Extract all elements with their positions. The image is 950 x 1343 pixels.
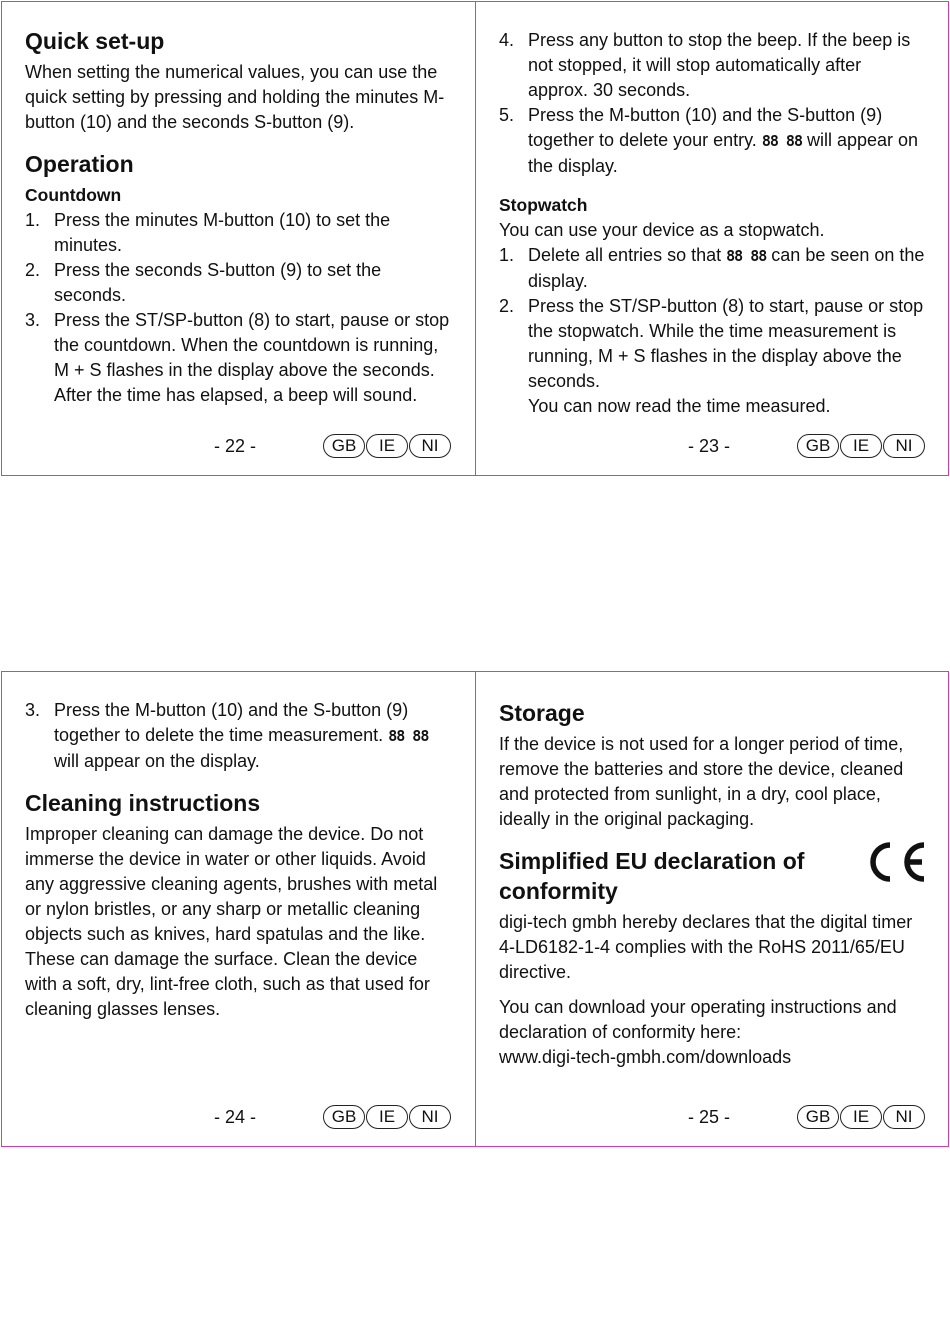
page-number: - 25 - <box>688 1107 731 1127</box>
cleaning-text: Improper cleaning can damage the device. Do not immerse the device in water or other liquids. Avoid any aggressive cleaning agents, brushes with metal or nylon bristles, or any sharp or metallic cleaning objects such as knives, hard spatulas and the like. These can damage the surface. Clean the device with a soft, dry, lint-free cloth, such as that used for cleaning glasses lenses. <box>25 824 438 1019</box>
download-url: www.digi-tech-gmbh.com/downloads <box>499 1047 792 1067</box>
list-item: 5. Press the M-button (10) and the S-button (9) together to delete your entry. 88 88 will appear on the display. <box>499 105 919 176</box>
eu-declaration-text: digi-tech gmbh hereby declares that the digital timer 4-LD6182-1-4 complies with the RoHS 2011/65/EU directive. <box>499 912 913 982</box>
badge-ni: NI <box>409 434 451 458</box>
heading-eu-declaration: Simplified EU declaration of conformity <box>499 848 805 904</box>
page-25 <box>475 671 949 1147</box>
heading-stopwatch: Stopwatch <box>499 195 588 215</box>
badge-gb: GB <box>797 434 839 458</box>
page-number: - 23 - <box>688 436 731 456</box>
page-25-content <box>499 698 926 1070</box>
list-item: 2. Press the ST/SP-button (8) to start, pause or stop the stopwatch. While the time measurement is running, M + S flashes in the display above the seconds. You can now read the time measured. <box>499 296 924 416</box>
list-item: 3. Press the M-button (10) and the S-button (9) together to delete the time measurement. 88 88 will appear on the display. <box>25 700 429 771</box>
country-badges <box>323 1105 451 1129</box>
badge-gb: GB <box>797 1105 839 1129</box>
page-footer <box>476 433 948 459</box>
display-symbol: 88 88 <box>388 727 429 745</box>
badge-ni: NI <box>409 1105 451 1129</box>
stopwatch-steps <box>499 243 926 419</box>
display-symbol: 88 88 <box>726 247 767 265</box>
stopwatch-intro: You can use your device as a stopwatch. <box>499 220 825 240</box>
page-footer <box>2 1104 475 1130</box>
heading-operation: Operation <box>25 151 134 177</box>
heading-storage: Storage <box>499 700 585 726</box>
countdown-steps-cont <box>499 28 926 179</box>
page-23 <box>475 1 949 476</box>
page-number: - 24 - <box>214 1107 257 1127</box>
badge-ie: IE <box>840 434 882 458</box>
badge-ie: IE <box>366 1105 408 1129</box>
list-item: 1. Press the minutes M-button (10) to set the minutes. <box>25 210 391 255</box>
list-item: 1. Delete all entries so that 88 88 can be seen on the display. <box>499 245 925 291</box>
country-badges <box>323 434 451 458</box>
page-24 <box>1 671 476 1147</box>
badge-ie: IE <box>366 434 408 458</box>
display-symbol: 88 88 <box>761 132 802 150</box>
download-text: You can download your operating instructions and declaration of conformity here: <box>499 997 897 1042</box>
page-footer <box>476 1104 948 1130</box>
country-badges <box>797 434 925 458</box>
page-24-content <box>25 698 453 1022</box>
storage-text: If the device is not used for a longer period of time, remove the batteries and store the device, cleaned and protected from sunlight, in a dry, cool place, ideally in the original packaging. <box>499 734 904 829</box>
page-22 <box>1 1 476 476</box>
heading-cleaning: Cleaning instructions <box>25 790 261 816</box>
list-item: 3. Press the ST/SP-button (8) to start, pause or stop the countdown. When the countdown is running, M + S flashes in the display above the seconds. After the time has elapsed, a beep will sound. <box>25 310 450 405</box>
page-22-content <box>25 26 453 408</box>
country-badges <box>797 1105 925 1129</box>
heading-countdown: Countdown <box>25 185 122 205</box>
countdown-steps <box>25 208 453 408</box>
list-item: 4. Press any button to stop the beep. If the beep is not stopped, it will stop automatically after approx. 30 seconds. <box>499 30 911 100</box>
quick-setup-text: When setting the numerical values, you can use the quick setting by pressing and holding the minutes M-button (10) and the seconds S-button (9). <box>25 62 445 132</box>
page-23-content <box>499 28 926 419</box>
page-number: - 22 - <box>214 436 257 456</box>
stopwatch-steps-cont <box>25 698 453 774</box>
badge-ie: IE <box>840 1105 882 1129</box>
heading-quick-setup: Quick set-up <box>25 28 165 54</box>
page-footer <box>2 433 475 459</box>
badge-ni: NI <box>883 434 925 458</box>
list-item: 2. Press the seconds S-button (9) to set the seconds. <box>25 260 382 305</box>
ce-mark-icon <box>866 840 928 889</box>
badge-gb: GB <box>323 1105 365 1129</box>
badge-ni: NI <box>883 1105 925 1129</box>
badge-gb: GB <box>323 434 365 458</box>
